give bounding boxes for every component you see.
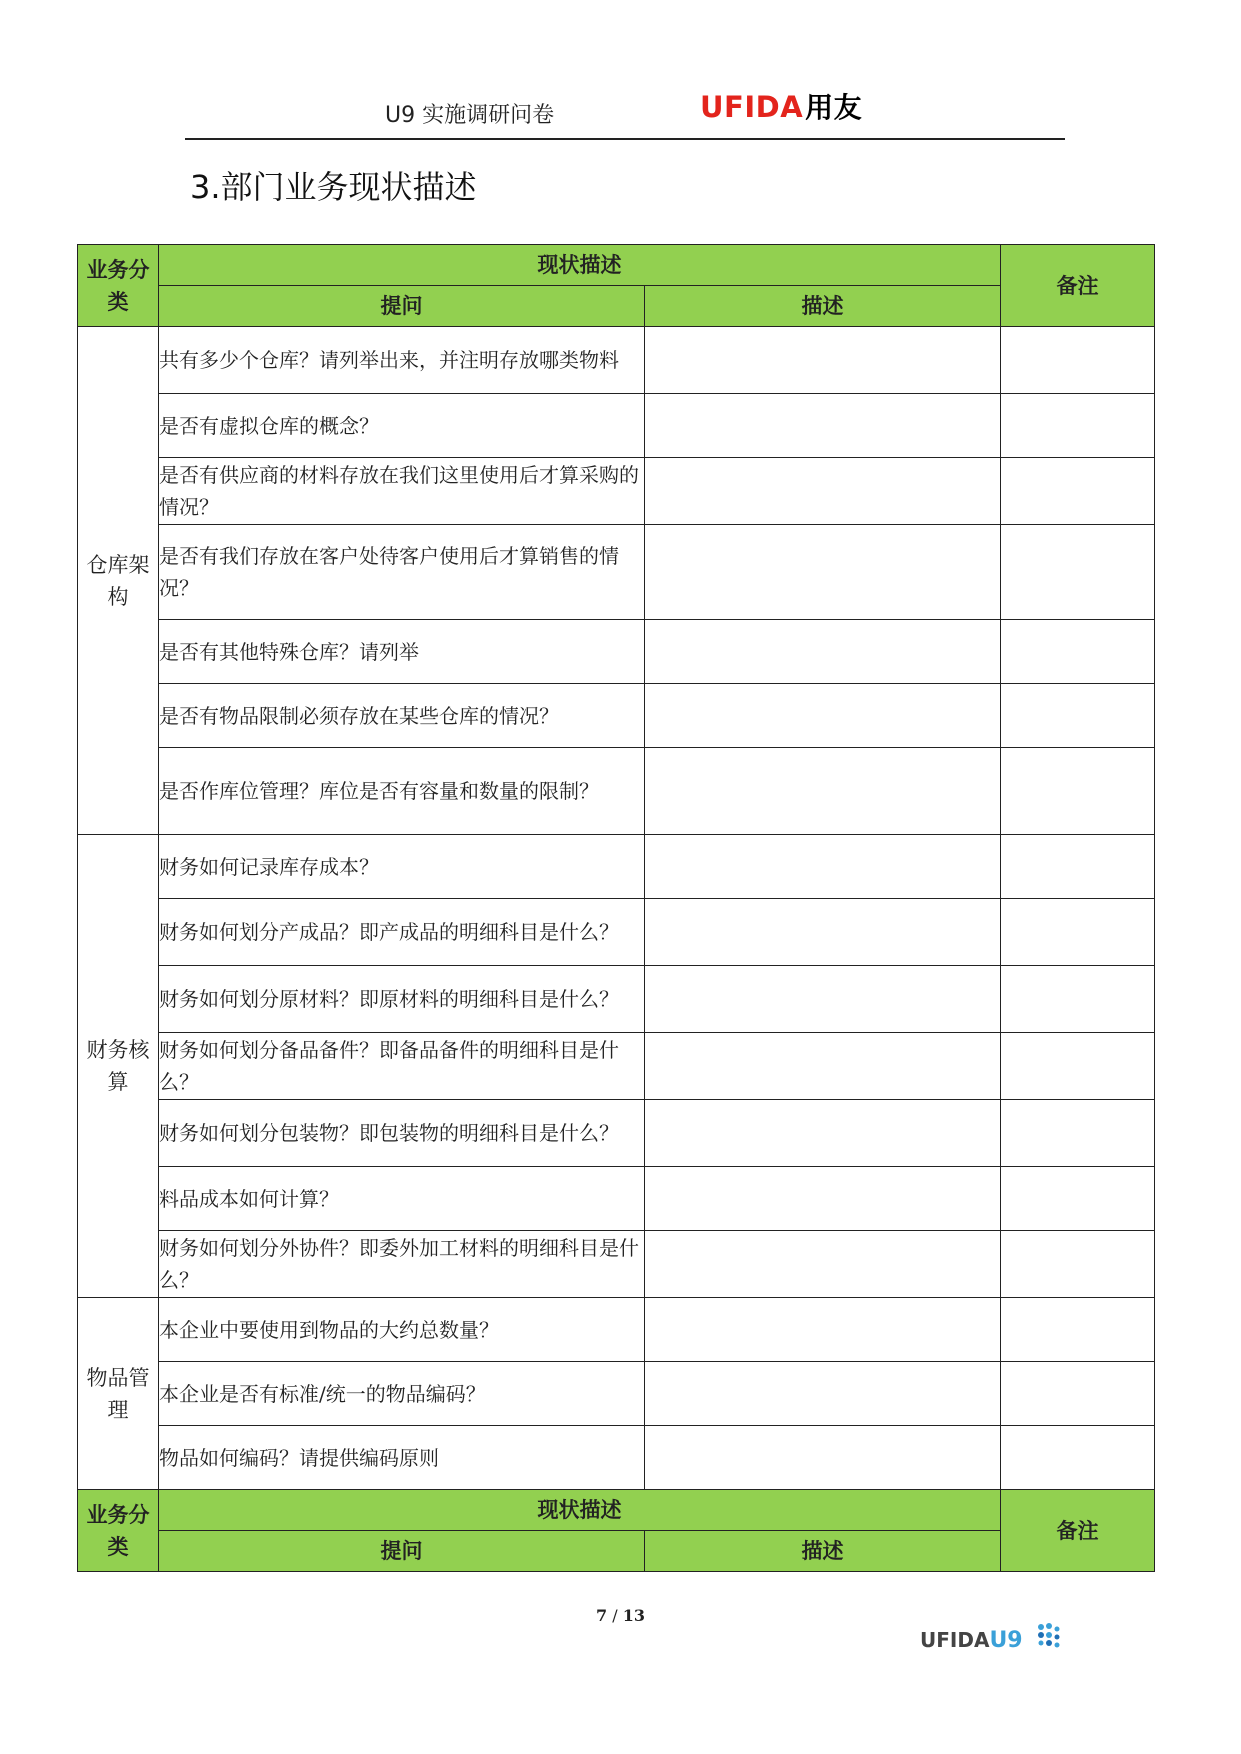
table-row xyxy=(78,620,1155,684)
description-input-cell[interactable] xyxy=(645,327,1001,394)
category-item-management: 物品管理 xyxy=(78,1298,159,1490)
description-input-cell[interactable] xyxy=(645,394,1001,458)
table-row xyxy=(78,1298,1155,1362)
question-cell: 财务如何划分外协件？即委外加工材料的明细科目是什么？ xyxy=(159,1231,645,1298)
question-cell: 是否作库位管理？库位是否有容量和数量的限制？ xyxy=(159,748,645,835)
remark-input-cell[interactable] xyxy=(1001,684,1155,748)
question-cell: 财务如何划分备品备件？即备品备件的明细科目是什么？ xyxy=(159,1033,645,1100)
ufida-u9-logo xyxy=(920,1628,1023,1668)
question-cell: 财务如何划分包装物？即包装物的明细科目是什么？ xyxy=(159,1100,645,1167)
remark-input-cell[interactable] xyxy=(1001,327,1155,394)
footer-logo-product: U9 xyxy=(989,1628,1023,1653)
question-cell: 料品成本如何计算？ xyxy=(159,1167,645,1231)
table-row xyxy=(78,327,1155,394)
description-input-cell[interactable] xyxy=(645,966,1001,1033)
description-input-cell[interactable] xyxy=(645,458,1001,525)
table-row xyxy=(78,458,1155,525)
question-cell: 物品如何编码？请提供编码原则 xyxy=(159,1426,645,1490)
header-remark: 备注 xyxy=(1001,245,1155,327)
remark-input-cell[interactable] xyxy=(1001,620,1155,684)
question-cell: 是否有其他特殊仓库？请列举 xyxy=(159,620,645,684)
u9-dots-icon xyxy=(1035,1622,1065,1656)
table-header-subrow xyxy=(78,286,1155,327)
question-cell: 是否有供应商的材料存放在我们这里使用后才算采购的情况？ xyxy=(159,458,645,525)
survey-table xyxy=(77,244,1155,1572)
table-row xyxy=(78,1426,1155,1490)
remark-input-cell[interactable] xyxy=(1001,1298,1155,1362)
ufida-brand-logo xyxy=(700,86,862,126)
remark-input-cell[interactable] xyxy=(1001,748,1155,835)
brand-cn: 用友 xyxy=(805,91,863,124)
table-row xyxy=(78,394,1155,458)
header-question: 提问 xyxy=(159,286,645,327)
description-input-cell[interactable] xyxy=(645,1100,1001,1167)
category-finance: 财务核算 xyxy=(78,835,159,1298)
question-cell: 本企业中要使用到物品的大约总数量？ xyxy=(159,1298,645,1362)
description-input-cell[interactable] xyxy=(645,684,1001,748)
question-cell: 财务如何划分原材料？即原材料的明细科目是什么？ xyxy=(159,966,645,1033)
table-row xyxy=(78,1231,1155,1298)
table-header-row xyxy=(78,245,1155,286)
header-description: 描述 xyxy=(645,1531,1001,1572)
question-cell: 是否有我们存放在客户处待客户使用后才算销售的情况？ xyxy=(159,525,645,620)
table-footer-header-subrow xyxy=(78,1531,1155,1572)
description-input-cell[interactable] xyxy=(645,1231,1001,1298)
description-input-cell[interactable] xyxy=(645,525,1001,620)
remark-input-cell[interactable] xyxy=(1001,394,1155,458)
question-cell: 共有多少个仓库？请列举出来，并注明存放哪类物料 xyxy=(159,327,645,394)
remark-input-cell[interactable] xyxy=(1001,1033,1155,1100)
table-row xyxy=(78,1100,1155,1167)
table-row xyxy=(78,1033,1155,1100)
category-warehouse: 仓库架构 xyxy=(78,327,159,835)
section-title: 3.部门业务现状描述 xyxy=(190,168,477,206)
header-category: 业务分类 xyxy=(78,1490,159,1572)
description-input-cell[interactable] xyxy=(645,620,1001,684)
question-cell: 财务如何记录库存成本？ xyxy=(159,835,645,899)
description-input-cell[interactable] xyxy=(645,899,1001,966)
remark-input-cell[interactable] xyxy=(1001,1426,1155,1490)
description-input-cell[interactable] xyxy=(645,1362,1001,1426)
remark-input-cell[interactable] xyxy=(1001,1231,1155,1298)
table-row xyxy=(78,1362,1155,1426)
remark-input-cell[interactable] xyxy=(1001,1362,1155,1426)
footer-logo-text: UFIDA xyxy=(920,1628,990,1652)
page-separator: / xyxy=(607,1606,623,1625)
description-input-cell[interactable] xyxy=(645,1033,1001,1100)
header-status-description: 现状描述 xyxy=(159,1490,1001,1531)
page-header xyxy=(185,82,1065,140)
table-footer-header-row xyxy=(78,1490,1155,1531)
header-description: 描述 xyxy=(645,286,1001,327)
header-title: U9 实施调研问卷 xyxy=(385,103,555,128)
brand-en: UFIDA xyxy=(700,90,804,124)
remark-input-cell[interactable] xyxy=(1001,1100,1155,1167)
table-row xyxy=(78,1167,1155,1231)
remark-input-cell[interactable] xyxy=(1001,525,1155,620)
header-category: 业务分类 xyxy=(78,245,159,327)
question-cell: 是否有物品限制必须存放在某些仓库的情况？ xyxy=(159,684,645,748)
remark-input-cell[interactable] xyxy=(1001,1167,1155,1231)
table-row xyxy=(78,748,1155,835)
remark-input-cell[interactable] xyxy=(1001,966,1155,1033)
description-input-cell[interactable] xyxy=(645,1426,1001,1490)
page-current: 7 xyxy=(596,1606,608,1625)
description-input-cell[interactable] xyxy=(645,1167,1001,1231)
remark-input-cell[interactable] xyxy=(1001,899,1155,966)
table-row xyxy=(78,525,1155,620)
table-row xyxy=(78,835,1155,899)
table-row xyxy=(78,966,1155,1033)
header-status-description: 现状描述 xyxy=(159,245,1001,286)
description-input-cell[interactable] xyxy=(645,1298,1001,1362)
page-total: 13 xyxy=(622,1606,645,1625)
remark-input-cell[interactable] xyxy=(1001,458,1155,525)
header-remark: 备注 xyxy=(1001,1490,1155,1572)
table-row xyxy=(78,684,1155,748)
header-question: 提问 xyxy=(159,1531,645,1572)
remark-input-cell[interactable] xyxy=(1001,835,1155,899)
question-cell: 是否有虚拟仓库的概念？ xyxy=(159,394,645,458)
description-input-cell[interactable] xyxy=(645,835,1001,899)
question-cell: 财务如何划分产成品？即产成品的明细科目是什么？ xyxy=(159,899,645,966)
question-cell: 本企业是否有标准/统一的物品编码？ xyxy=(159,1362,645,1426)
description-input-cell[interactable] xyxy=(645,748,1001,835)
table-row xyxy=(78,899,1155,966)
